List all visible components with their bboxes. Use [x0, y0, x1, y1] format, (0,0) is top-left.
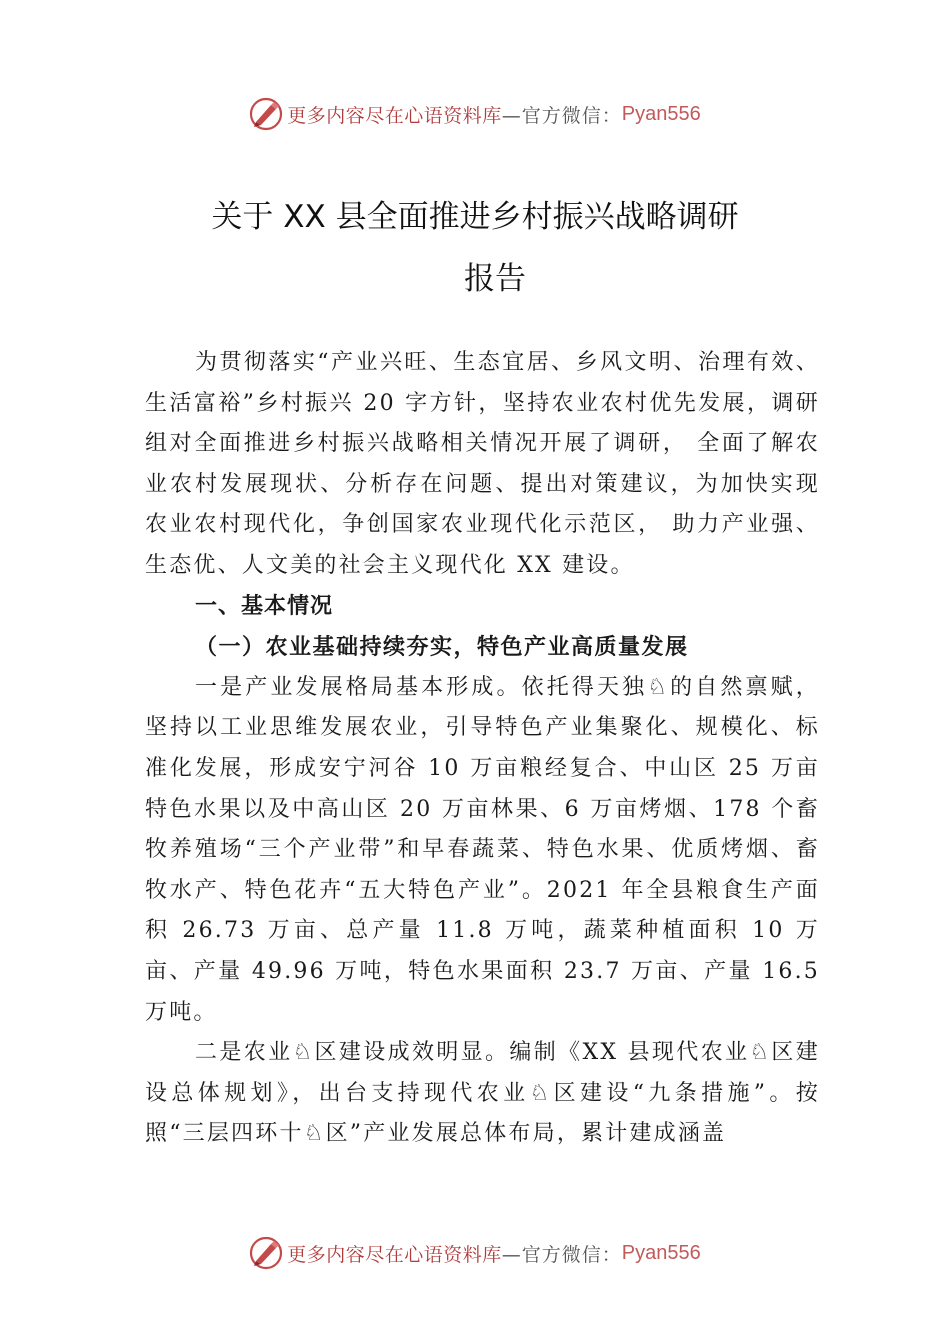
footer-watermark-banner	[0, 1233, 950, 1273]
title-line-2: 报告	[464, 261, 526, 297]
subsection-heading: （一）农业基础持续夯实，特色产业高质量发展	[195, 634, 689, 661]
header-watermark-banner	[0, 94, 950, 134]
pen-logo-icon	[249, 97, 283, 131]
banner-wechat-id: Pyan556	[621, 102, 701, 125]
banner-sub-text: —官方微信：	[501, 104, 622, 127]
paragraph-agri-park: 二是农业♘区建设成效明显。编制《XX 县现代农业♘区建设总体规划》，出台支持现代农业♘区建设“九条措施”。按照“三层四环十♘区”产业发展总体布局，累计建成涵盖	[145, 1040, 820, 1147]
document-title	[145, 186, 805, 310]
banner-wechat-id: Pyan556	[621, 1241, 701, 1264]
pen-logo-icon	[249, 1236, 283, 1270]
intro-paragraph: 为贯彻落实“产业兴旺、生态宜居、乡风文明、治理有效、生活富裕”乡村振兴 20 字方针，坚持农业农村优先发展，调研组对全面推进乡村振兴战略相关情况开展了调研， 全面了解农业农村发展现状、分析存在问题、提出对策建议，为加快实现农业农村现代化，争创国家农业现代化示范区， 助力产业强、生态优、人文美的社会主义现代化 XX 建设。	[145, 350, 820, 578]
banner-main-text: 更多内容尽在心语资料库	[287, 1243, 502, 1266]
banner-sub-text: —官方微信：	[501, 1243, 622, 1266]
section-heading: 一、基本情况	[195, 593, 334, 619]
title-line-1: 关于 XX 县全面推进乡村振兴战略调研	[211, 199, 739, 235]
document-body	[145, 343, 820, 1155]
banner-main-text: 更多内容尽在心语资料库	[287, 104, 502, 127]
paragraph-industry-layout: 一是产业发展格局基本形成。依托得天独♘的自然禀赋，坚持以工业思维发展农业，引导特色产业集聚化、规模化、标准化发展，形成安宁河谷 10 万亩粮经复合、中山区 25 万亩特色水果以及中高山区 20 万亩林果、6 万亩烤烟、178 个畜牧养殖场“三个产业带”和早春蔬菜、特色水果、优质烤烟、畜牧水产、特色花卉“五大特色产业”。2021 年全县粮食生产面积 26.73 万亩、总产量 11.8 万吨，蔬菜种植面积 10 万亩、产量 49.96 万吨，特色水果面积 23.7 万亩、产量 16.5 万吨。	[145, 674, 820, 1025]
